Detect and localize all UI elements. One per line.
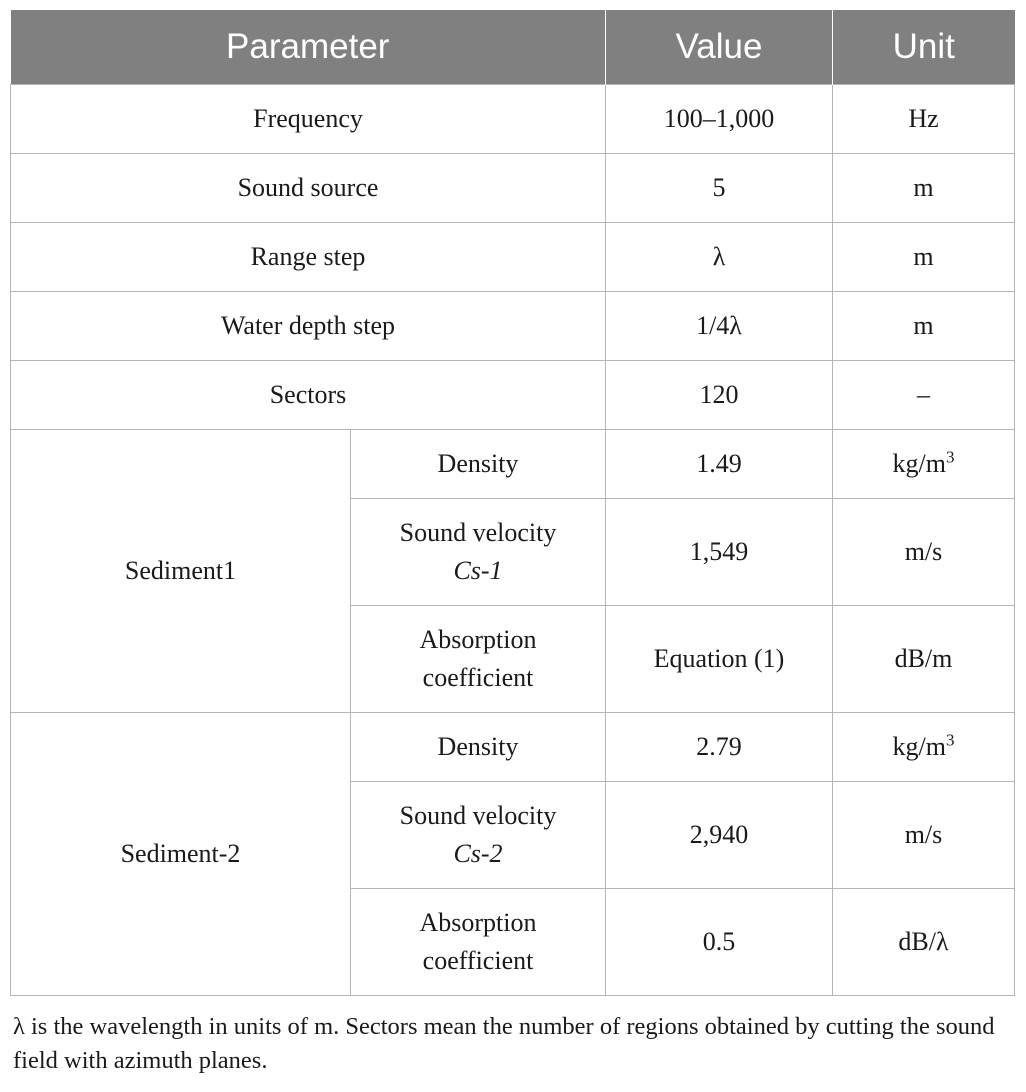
- parameter-cell: Range step: [11, 223, 606, 292]
- header-unit: Unit: [833, 10, 1015, 85]
- table-row: [11, 223, 1015, 292]
- table-row: [11, 713, 1015, 782]
- unit-cell: dB/λ: [833, 889, 1015, 996]
- parameter-cell: [351, 499, 606, 606]
- value-cell: 5: [606, 154, 833, 223]
- unit-cell: m: [833, 292, 1015, 361]
- value-cell: 120: [606, 361, 833, 430]
- unit-cell: m/s: [833, 782, 1015, 889]
- parameter-cell: Sound source: [11, 154, 606, 223]
- parameter-line2: Cs-2: [453, 839, 503, 868]
- parameter-table-container: [10, 10, 1014, 996]
- unit-text: kg/m: [892, 732, 946, 761]
- table-row: [11, 85, 1015, 154]
- table-row: [11, 430, 1015, 499]
- parameter-cell: [351, 606, 606, 713]
- unit-text: kg/m: [892, 449, 946, 478]
- unit-cell: [833, 713, 1015, 782]
- value-cell: 1/4λ: [606, 292, 833, 361]
- parameter-cell: [351, 889, 606, 996]
- table-header-row: [11, 10, 1015, 85]
- unit-superscript: 3: [945, 447, 955, 467]
- value-cell: 100–1,000: [606, 85, 833, 154]
- table-row: [11, 154, 1015, 223]
- parameter-cell: Frequency: [11, 85, 606, 154]
- table-row: [11, 361, 1015, 430]
- value-cell: Equation (1): [606, 606, 833, 713]
- value-cell: λ: [606, 223, 833, 292]
- group-label-sediment1: Sediment1: [11, 430, 351, 713]
- unit-cell: Hz: [833, 85, 1015, 154]
- unit-cell: m: [833, 154, 1015, 223]
- unit-cell: –: [833, 361, 1015, 430]
- table-row: [11, 292, 1015, 361]
- header-parameter: Parameter: [11, 10, 606, 85]
- parameter-cell: [351, 782, 606, 889]
- value-cell: 2.79: [606, 713, 833, 782]
- parameter-cell: Density: [351, 713, 606, 782]
- parameter-line2: coefficient: [422, 663, 534, 692]
- table-footnote: λ is the wavelength in units of m. Sectors mean the number of regions obtained by cutting the sound field with azimuth planes.: [13, 1013, 995, 1074]
- parameter-table: [10, 10, 1015, 996]
- parameter-line2: coefficient: [422, 946, 534, 975]
- unit-cell: m: [833, 223, 1015, 292]
- value-cell: 0.5: [606, 889, 833, 996]
- unit-superscript: 3: [945, 730, 955, 750]
- value-cell: 1,549: [606, 499, 833, 606]
- parameter-cell: Water depth step: [11, 292, 606, 361]
- parameter-line1: Absorption: [419, 625, 537, 654]
- group-label-sediment2: Sediment-2: [11, 713, 351, 996]
- parameter-cell: Density: [351, 430, 606, 499]
- parameter-line1: Sound velocity: [399, 518, 557, 547]
- parameter-line2: Cs-1: [453, 556, 503, 585]
- unit-cell: m/s: [833, 499, 1015, 606]
- parameter-line1: Absorption: [419, 908, 537, 937]
- unit-cell: dB/m: [833, 606, 1015, 713]
- value-cell: 1.49: [606, 430, 833, 499]
- unit-cell: [833, 430, 1015, 499]
- header-value: Value: [606, 10, 833, 85]
- parameter-cell: Sectors: [11, 361, 606, 430]
- value-cell: 2,940: [606, 782, 833, 889]
- parameter-line1: Sound velocity: [399, 801, 557, 830]
